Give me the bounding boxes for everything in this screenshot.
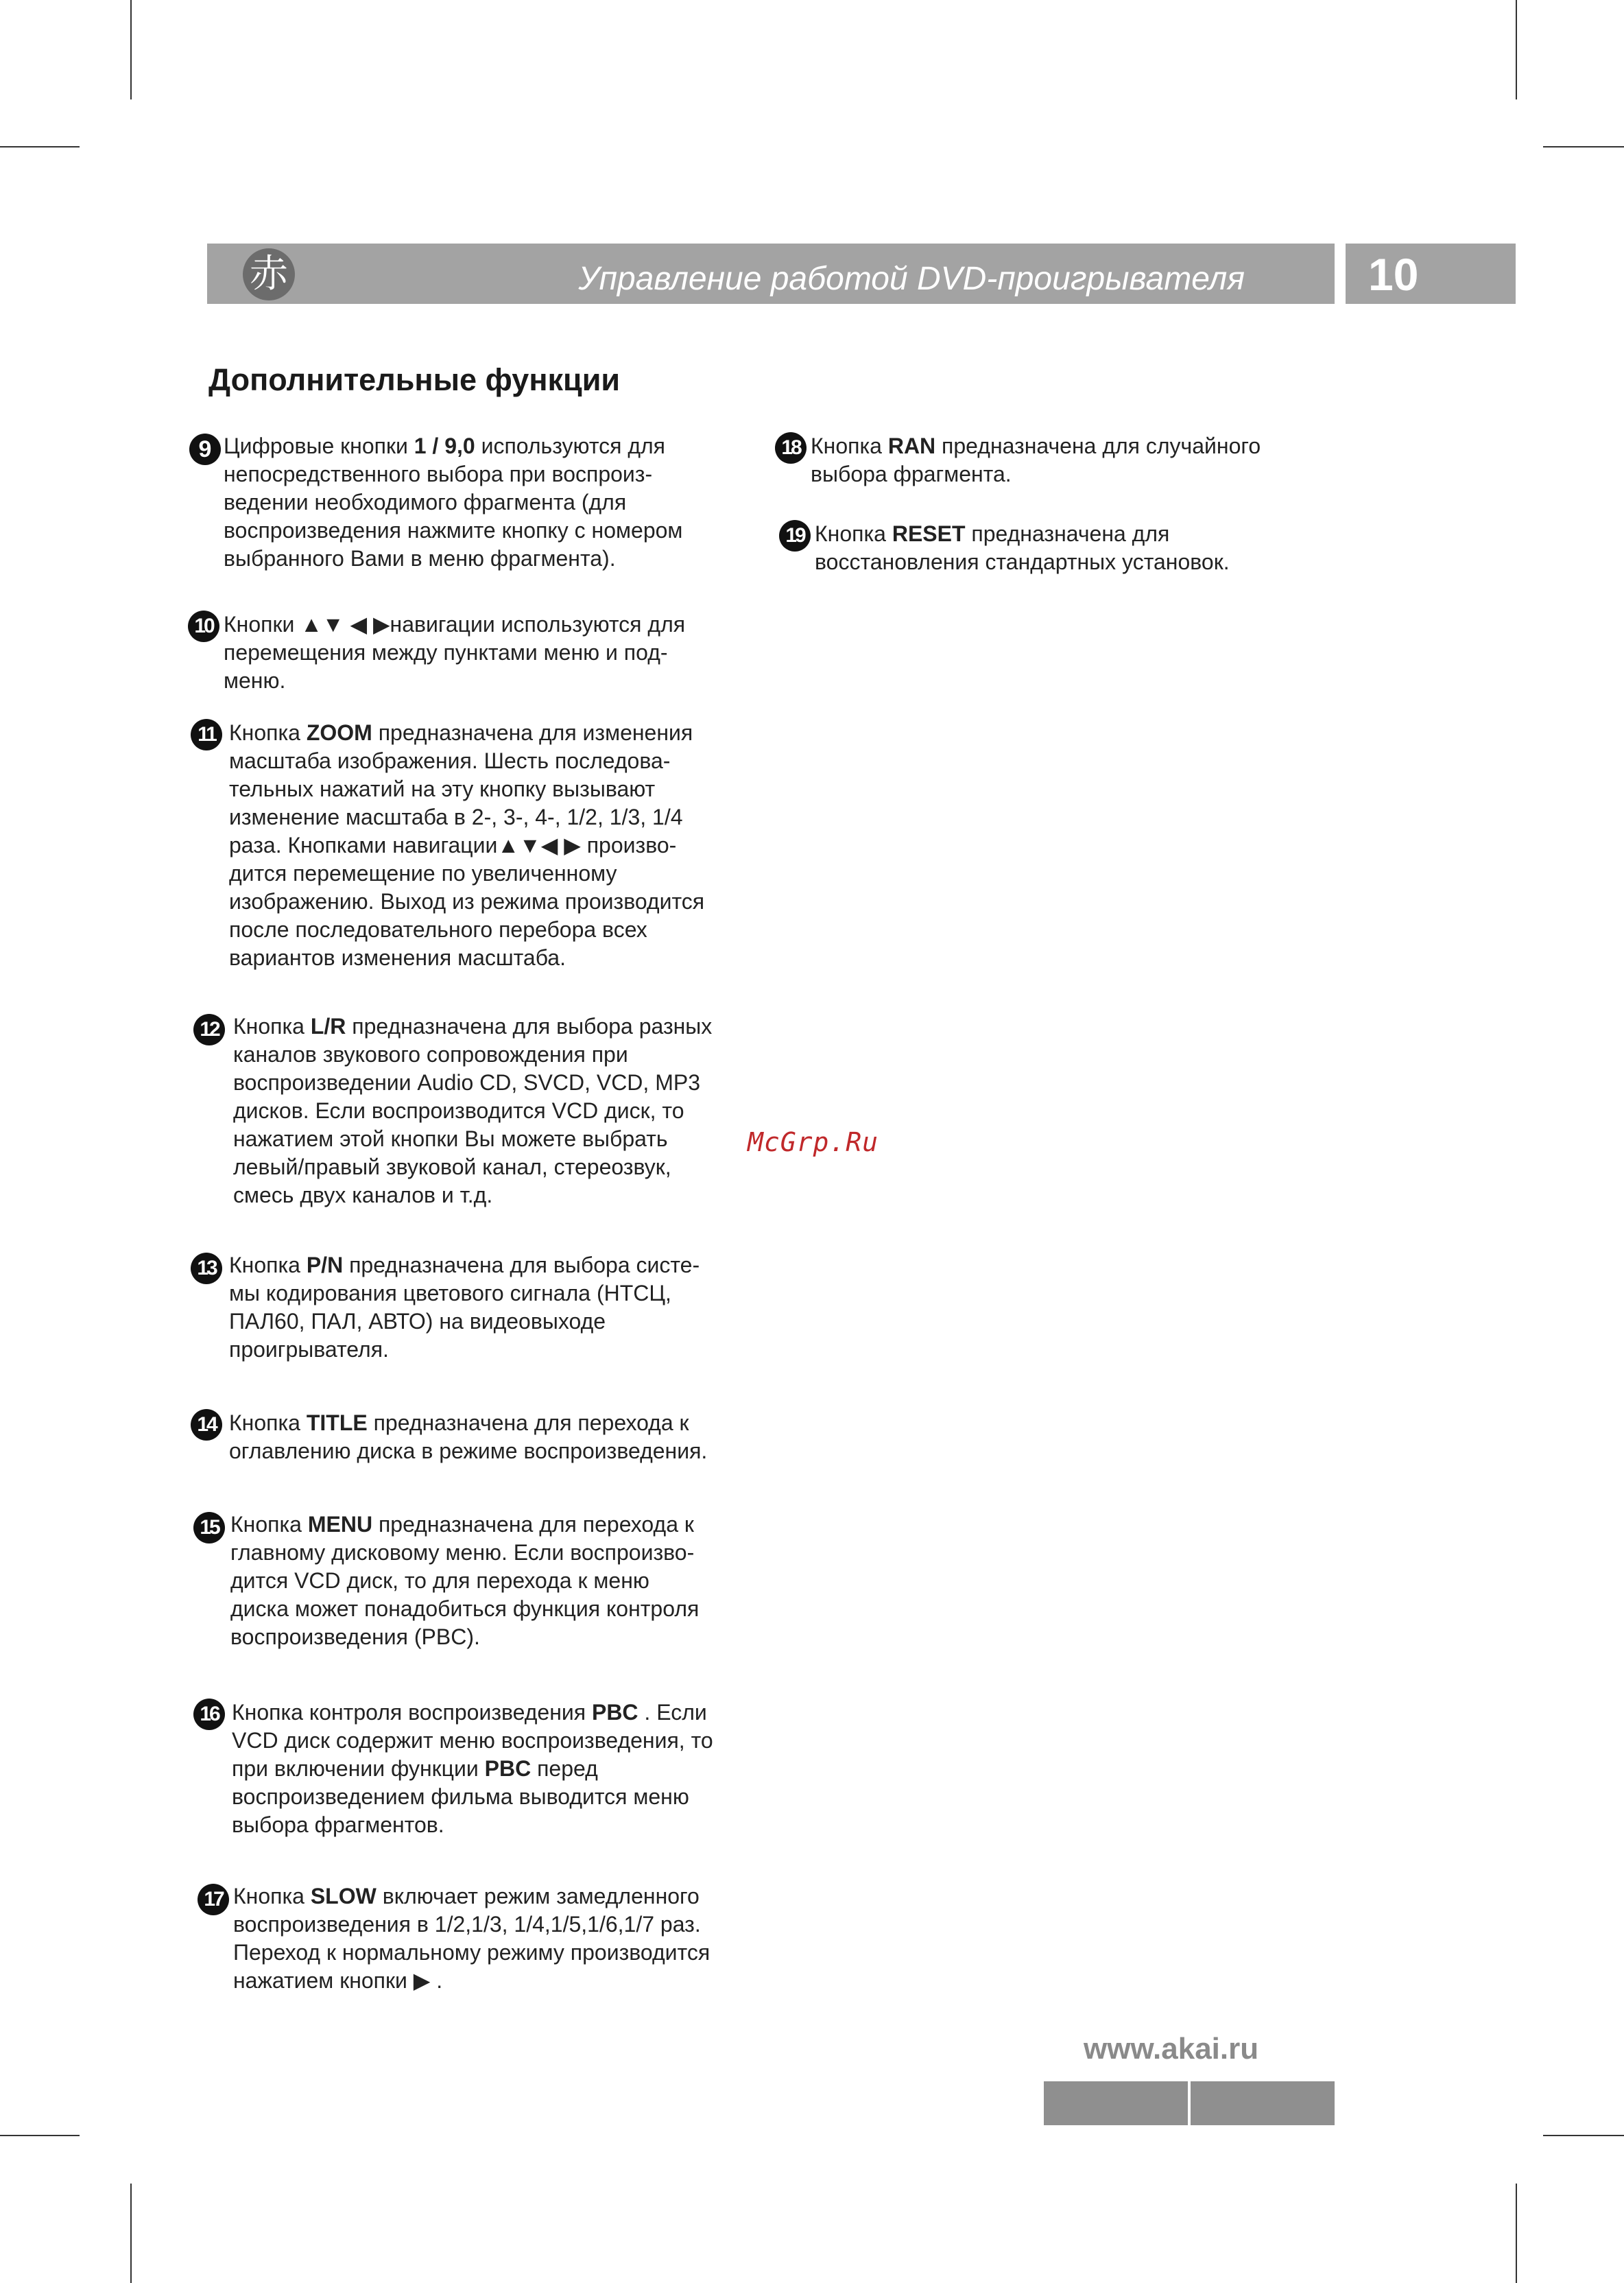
item-description <box>233 1882 743 1995</box>
text-line: каналов звукового сопровождения при <box>233 1042 628 1067</box>
item-description <box>232 1699 743 1839</box>
item-number-badge: 16 <box>193 1699 225 1730</box>
text-line: тельных нажатий на эту кнопку вызывают <box>229 777 656 801</box>
text-line: главному дисковому меню. Если воспроизво- <box>230 1540 695 1565</box>
text-line: VCD диск содержит меню воспроизведения, то <box>232 1728 713 1753</box>
text-line: дится VCD диск, то для перехода к меню <box>230 1568 649 1593</box>
crop-mark <box>0 146 80 147</box>
crop-mark <box>130 2184 132 2283</box>
text-line: мы кодирования цветового сигнала (НТСЦ, <box>229 1281 671 1305</box>
crop-mark <box>1543 146 1624 147</box>
item-description <box>233 1013 743 1209</box>
text-line: после последовательного перебора всех <box>229 917 647 942</box>
text-line: меню. <box>224 668 286 693</box>
text-line: Кнопка SLOW включает режим замедленного <box>233 1884 700 1908</box>
item-number-badge: 17 <box>198 1884 229 1915</box>
text-line: ведении необходимого фрагмента (для <box>224 490 627 514</box>
item-description <box>811 432 1326 488</box>
text-line: Кнопка P/N предназначена для выбора систе- <box>229 1253 700 1277</box>
item-number-badge: 10 <box>188 611 219 642</box>
item-number-badge: 13 <box>191 1253 222 1284</box>
item-description <box>229 1409 743 1465</box>
item-number-badge: 9 <box>189 434 221 465</box>
crop-mark <box>1516 0 1517 99</box>
text-line: воспроизведением фильма выводится меню <box>232 1784 689 1809</box>
text-line: дисков. Если воспроизводится VCD диск, то <box>233 1098 684 1123</box>
item-description <box>815 520 1326 576</box>
website-link[interactable]: www.akai.ru <box>1084 2032 1259 2066</box>
crop-mark <box>0 2135 80 2136</box>
text-line: Кнопка ZOOM предназначена для изменения <box>229 720 693 745</box>
page-number: 10 <box>1368 249 1419 300</box>
text-line: Кнопка контроля воспроизведения PBC . Если <box>232 1700 707 1725</box>
text-line: непосредственного выбора при воспроиз- <box>224 462 653 486</box>
text-line: дится перемещение по увеличенному <box>229 861 617 886</box>
text-line: вариантов изменения масштаба. <box>229 945 566 970</box>
text-line: Переход к нормальному режиму производится <box>233 1940 710 1965</box>
text-line: диска может понадобиться функция контроля <box>230 1596 700 1621</box>
text-line: Цифровые кнопки 1 / 9,0 используются для <box>224 434 665 458</box>
page-header-title: Управление работой DVD-проигрывателя <box>578 261 1245 297</box>
item-number-badge: 11 <box>191 719 222 750</box>
item-description <box>229 1251 743 1364</box>
text-line: воспроизведения нажмите кнопку с номером <box>224 518 683 543</box>
text-line: левый/правый звуковой канал, стереозвук, <box>233 1155 671 1179</box>
text-line: воспроизведения (PBC). <box>230 1624 480 1649</box>
text-line: Кнопка MENU предназначена для перехода к <box>230 1512 694 1537</box>
item-description <box>229 719 743 972</box>
text-line: Кнопки ▲▼ ◀ ▶навигации используются для <box>224 612 686 637</box>
text-line: масштаба изображения. Шесть последова- <box>229 748 671 773</box>
text-line: Кнопка L/R предназначена для выбора разных <box>233 1014 713 1039</box>
item-description <box>230 1511 743 1651</box>
brand-logo-icon: 赤 <box>243 248 295 300</box>
text-line: при включении функции PBC перед <box>232 1756 598 1781</box>
text-line: изображению. Выход из режима производится <box>229 889 705 914</box>
text-line: раза. Кнопками навигации▲▼◀ ▶ произво- <box>229 833 677 857</box>
item-description <box>224 432 743 573</box>
footer-block <box>1044 2081 1188 2125</box>
item-number-badge: 19 <box>779 520 811 552</box>
crop-mark <box>130 0 132 99</box>
text-line: Кнопка RESET предназначена для <box>815 521 1170 546</box>
section-title: Дополнительные функции <box>208 362 621 397</box>
text-line: нажатием кнопки ▶ . <box>233 1968 443 1993</box>
text-line: воспроизведении Audio CD, SVCD, VCD, MP3 <box>233 1070 700 1095</box>
text-line: нажатием этой кнопки Вы можете выбрать <box>233 1126 668 1151</box>
item-number-badge: 12 <box>193 1014 225 1045</box>
text-line: проигрывателя. <box>229 1337 389 1362</box>
text-line: выбранного Вами в меню фрагмента). <box>224 546 616 571</box>
crop-mark <box>1543 2135 1624 2136</box>
footer-block <box>1191 2081 1335 2125</box>
text-line: Кнопка RAN предназначена для случайного <box>811 434 1261 458</box>
text-line: изменение масштаба в 2-, 3-, 4-, 1/2, 1/3, 1/4 <box>229 805 683 829</box>
item-number-badge: 18 <box>775 432 807 464</box>
text-line: смесь двух каналов и т.д. <box>233 1183 493 1207</box>
item-number-badge: 15 <box>193 1512 225 1543</box>
text-line: Кнопка TITLE предназначена для перехода к <box>229 1410 689 1435</box>
text-line: выбора фрагментов. <box>232 1812 444 1837</box>
text-line: ПАЛ60, ПАЛ, АВТО) на видеовыходе <box>229 1309 606 1334</box>
text-line: воспроизведения в 1/2,1/3, 1/4,1/5,1/6,1/7 раз. <box>233 1912 701 1937</box>
text-line: перемещения между пунктами меню и под- <box>224 640 668 665</box>
item-number-badge: 14 <box>191 1409 222 1441</box>
watermark: McGrp.Ru <box>748 1127 879 1157</box>
text-line: оглавлению диска в режиме воспроизведения. <box>229 1439 708 1463</box>
item-description <box>224 611 743 695</box>
crop-mark <box>1516 2184 1517 2283</box>
text-line: выбора фрагмента. <box>811 462 1012 486</box>
text-line: восстановления стандартных установок. <box>815 549 1230 574</box>
